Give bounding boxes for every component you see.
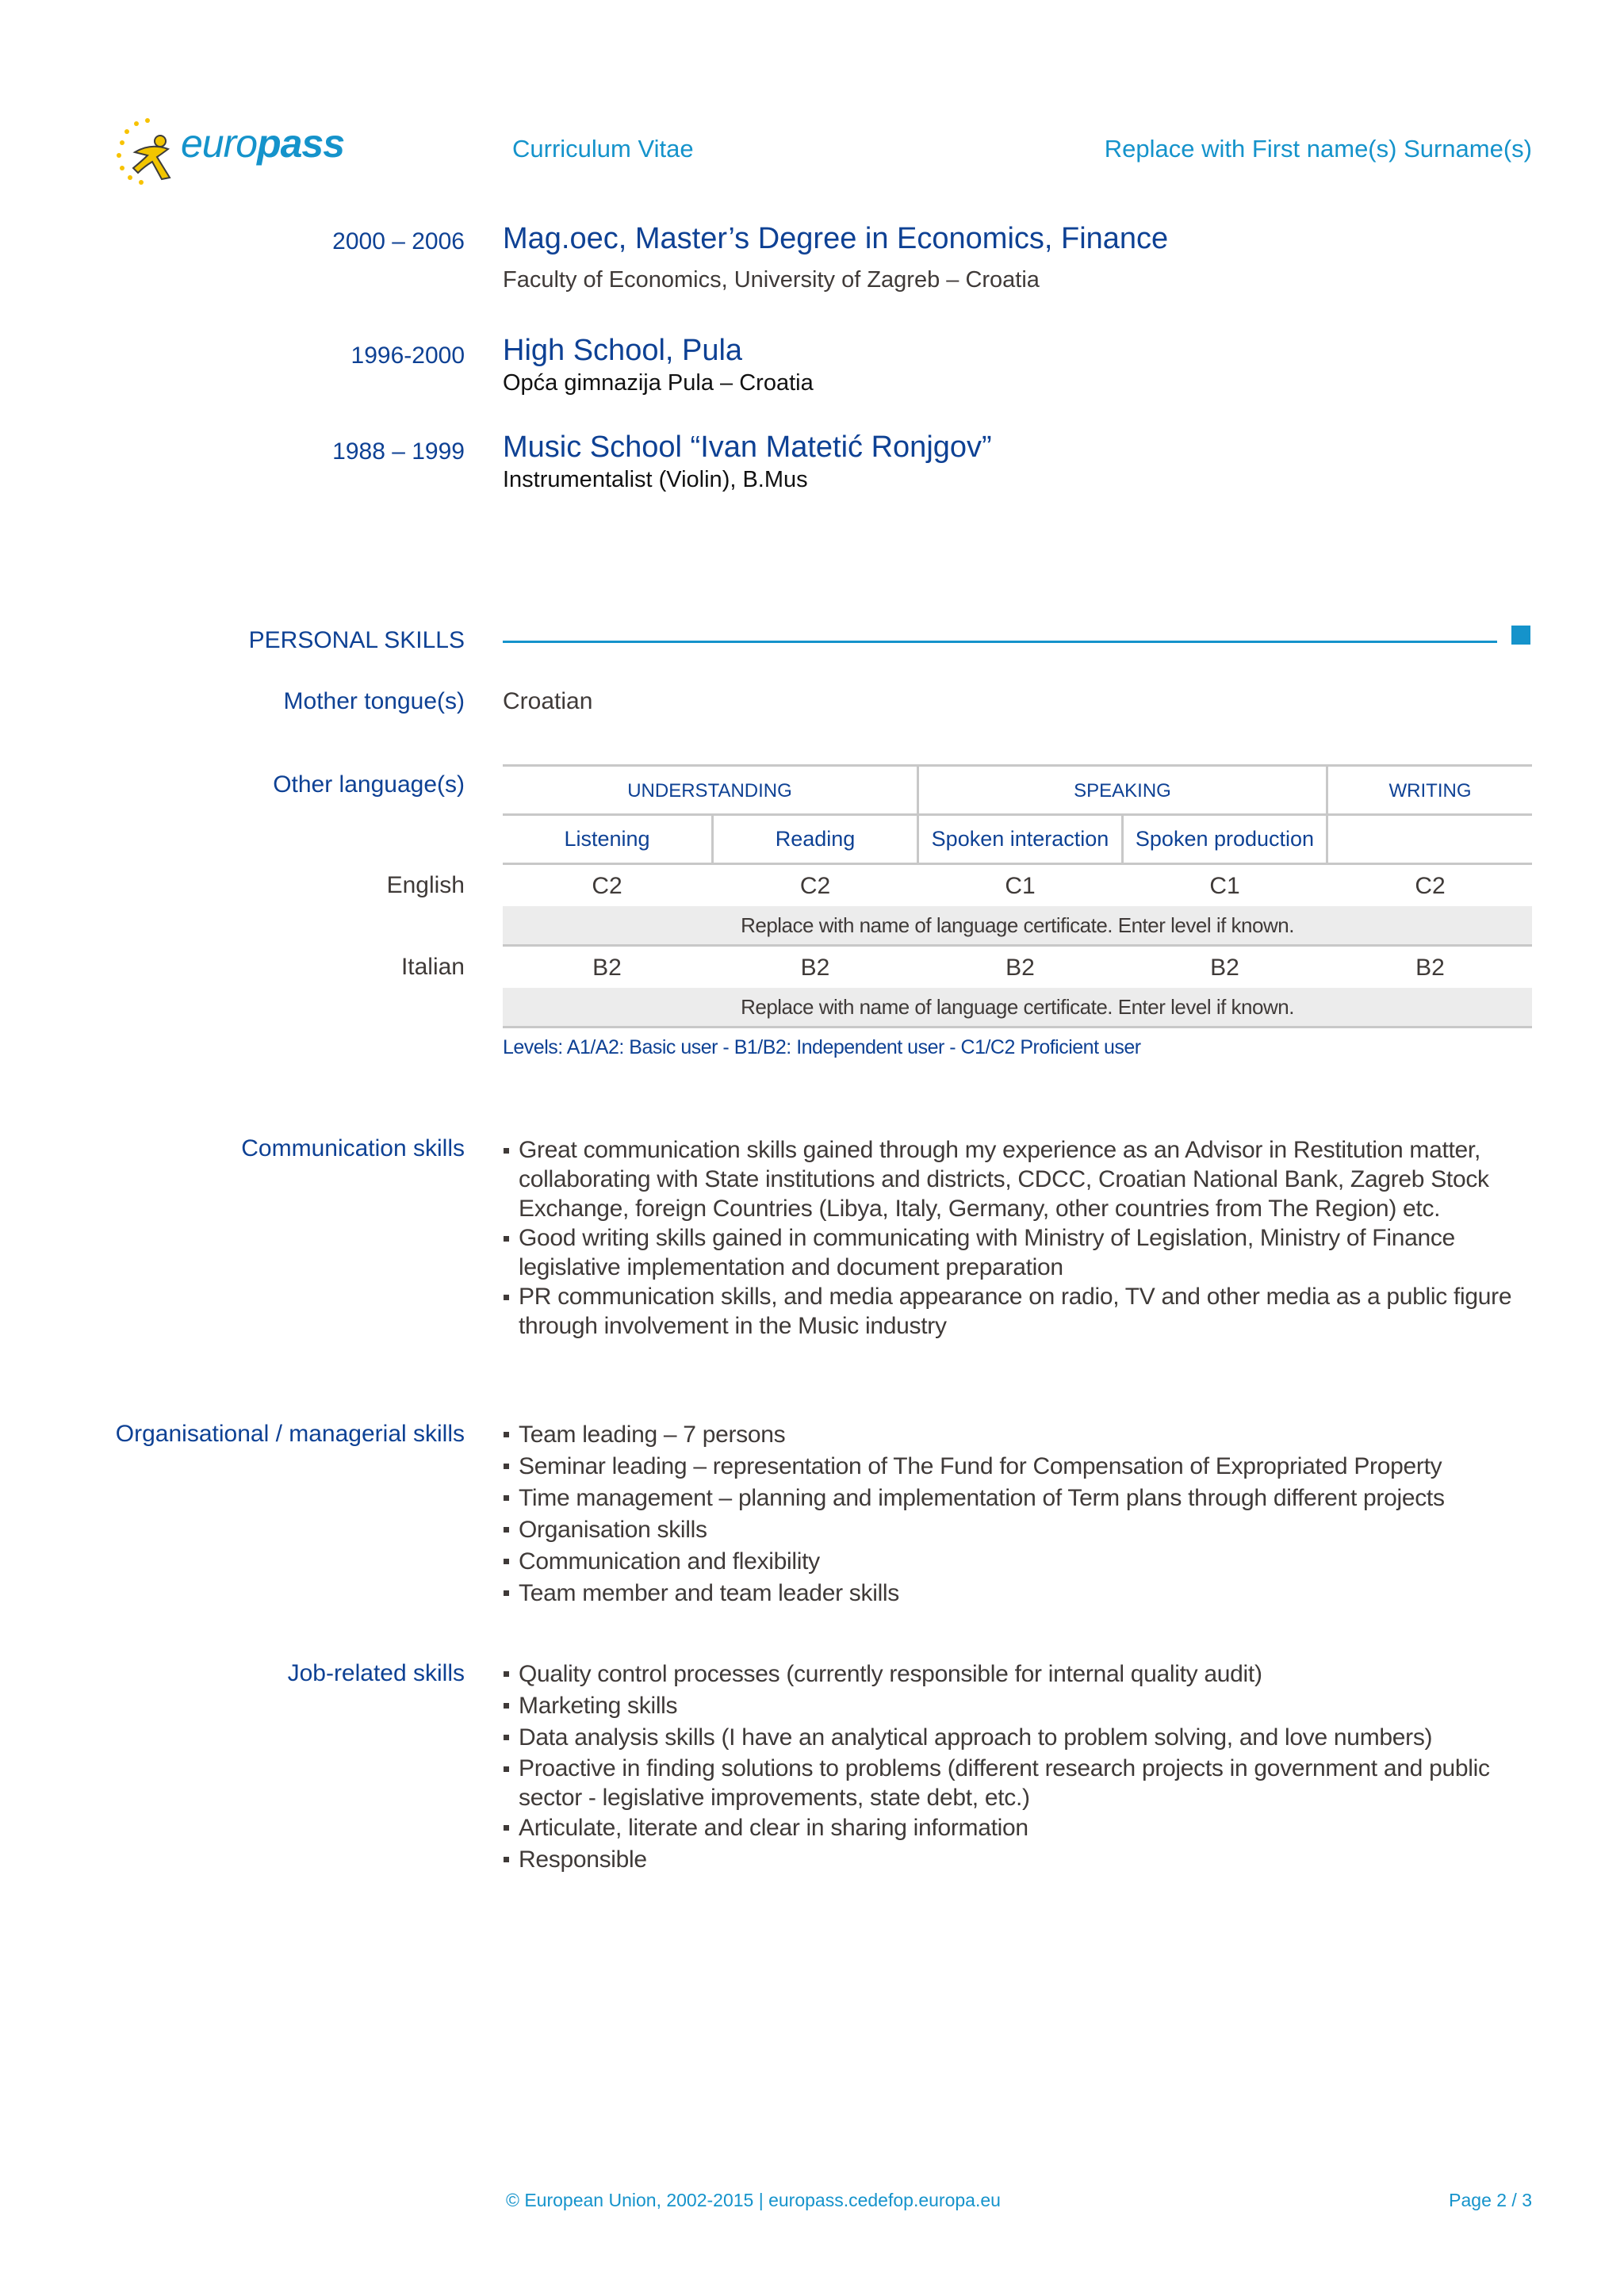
list-item: Good writing skills gained in communicating with Ministry of Legislation, Ministry of Finance legislative implementation and document preparation xyxy=(503,1223,1534,1282)
language-level: B2 xyxy=(1005,955,1035,981)
education-dates: 2000 – 2006 xyxy=(332,228,465,254)
section-marker-square xyxy=(1511,626,1530,645)
language-level: C2 xyxy=(592,873,622,899)
other-languages-label: Other language(s) xyxy=(273,771,465,798)
mother-tongue-value: Croatian xyxy=(503,688,593,714)
language-level: B2 xyxy=(800,955,830,981)
list-item: Proactive in finding solutions to problems (different research projects in government and public sector - legislative improvements, state debt, etc.) xyxy=(503,1754,1534,1812)
education-organisation: Faculty of Economics, University of Zagreb – Croatia xyxy=(503,267,1040,293)
table-rule xyxy=(503,764,1532,767)
list-item: PR communication skills, and media appearance on radio, TV and other media as a public figure through involvement in the Music industry xyxy=(503,1282,1534,1341)
section-heading-personal-skills: PERSONAL SKILLS xyxy=(248,627,465,653)
language-level: B2 xyxy=(592,955,622,981)
education-organisation: Opća gimnazija Pula – Croatia xyxy=(503,370,814,396)
candidate-name: Replace with First name(s) Surname(s) xyxy=(1104,135,1532,163)
language-level: C1 xyxy=(1005,873,1036,899)
language-level: B2 xyxy=(1210,955,1239,981)
list-item: Organisation skills xyxy=(503,1514,1534,1546)
organisational-skills-list xyxy=(503,1419,1534,1609)
list-item: Great communication skills gained through my experience as an Advisor in Restitution matter, collaborating with State institutions and districts, CDCC, Croatian National Bank, Zagreb Stock Exchange, foreign Countries (Libya, Italy, Germany, other countries from The Region) etc. xyxy=(503,1135,1534,1223)
education-dates: 1996-2000 xyxy=(350,342,465,369)
language-level: B2 xyxy=(1415,955,1445,981)
language-certificate: Replace with name of language certificate. Enter level if known. xyxy=(503,988,1532,1026)
list-item: Team leading – 7 persons xyxy=(503,1419,1534,1451)
section-rule xyxy=(503,641,1497,643)
table-subheader: Spoken production xyxy=(1135,827,1315,851)
table-group-header: UNDERSTANDING xyxy=(627,780,792,802)
table-subheader: Reading xyxy=(775,827,856,851)
organisational-skills-label: Organisational / managerial skills xyxy=(115,1421,465,1447)
list-item: Quality control processes (currently responsible for internal quality audit) xyxy=(503,1659,1534,1690)
list-item: Seminar leading – representation of The Fund for Compensation of Expropriated Property xyxy=(503,1451,1534,1483)
page-number: Page 2 / 3 xyxy=(1449,2190,1532,2210)
table-group-header: SPEAKING xyxy=(1074,780,1171,802)
job-related-skills-list xyxy=(503,1659,1534,1876)
language-certificate: Replace with name of language certificate. Enter level if known. xyxy=(503,906,1532,944)
table-subheader: Listening xyxy=(564,827,650,851)
communication-skills-list xyxy=(503,1135,1534,1341)
footer-copyright: © European Union, 2002-2015 | europass.cedefop.europa.eu xyxy=(506,2190,1001,2210)
table-rule xyxy=(503,813,1532,816)
education-title: High School, Pula xyxy=(503,334,743,367)
europass-logo xyxy=(111,111,345,190)
education-title: Music School “Ivan Matetić Ronjgov” xyxy=(503,430,992,464)
list-item: Time management – planning and implementation of Term plans through different projects xyxy=(503,1483,1534,1514)
education-organisation: Instrumentalist (Violin), B.Mus xyxy=(503,467,808,492)
language-level: C2 xyxy=(1415,873,1446,899)
language-level: C1 xyxy=(1209,873,1240,899)
list-item: Marketing skills xyxy=(503,1690,1534,1722)
list-item: Data analysis skills (I have an analytical approach to problem solving, and love numbers) xyxy=(503,1722,1534,1754)
communication-skills-label: Communication skills xyxy=(241,1135,465,1161)
list-item: Communication and flexibility xyxy=(503,1546,1534,1578)
document-title: Curriculum Vitae xyxy=(512,135,694,163)
table-rule xyxy=(503,863,1532,865)
levels-note: Levels: A1/A2: Basic user - B1/B2: Independent user - C1/C2 Proficient user xyxy=(503,1036,1141,1058)
education-dates: 1988 – 1999 xyxy=(332,438,465,465)
language-name: Italian xyxy=(400,954,465,980)
education-title: Mag.oec, Master’s Degree in Economics, Finance xyxy=(503,222,1169,255)
table-divider xyxy=(1326,764,1328,863)
list-item: Responsible xyxy=(503,1844,1534,1876)
language-level: C2 xyxy=(799,873,831,899)
job-related-skills-label: Job-related skills xyxy=(287,1660,465,1686)
list-item: Team member and team leader skills xyxy=(503,1578,1534,1609)
table-rule xyxy=(503,944,1532,947)
table-subheader: Spoken interaction xyxy=(931,827,1109,851)
mother-tongue-label: Mother tongue(s) xyxy=(283,688,465,714)
europass-wordmark: europass xyxy=(181,121,345,166)
table-group-header: WRITING xyxy=(1388,780,1472,802)
language-name: English xyxy=(386,872,465,898)
table-rule xyxy=(503,1026,1532,1028)
list-item: Articulate, literate and clear in sharing information xyxy=(503,1812,1534,1844)
